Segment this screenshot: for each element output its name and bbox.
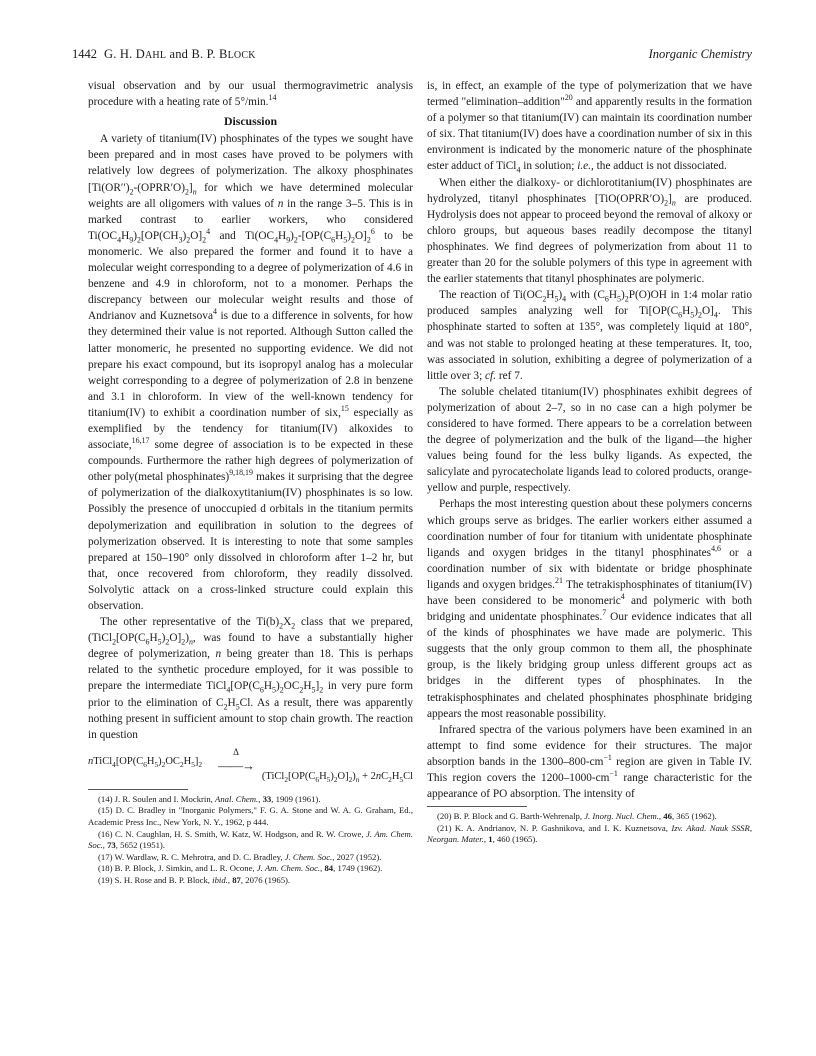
footnote: (18) B. P. Block, J. Simkin, and L. R. Ocone, J. Am. Chem. Soc., 84, 1749 (1962). — [98, 863, 383, 874]
equation-reactants: $nTiCl_4[OP(C_6H_5)_2OC_2H_5]_2$ — [88, 755, 203, 769]
equation-products: $(TiCl_2[OP(C_6H_5)_2O]_2)_n + 2nC_2H_5Cl$ — [261, 770, 413, 784]
footnote: (15) D. C. Bradley in "Inorganic Polymers," F. G. A. Stone and W. A. G. Graham, Ed., Academic Press Inc., New York, N. Y., 1962, p 444. — [88, 805, 413, 828]
reaction-paragraph: The reaction of $Ti(OC_2H_5)_4$ with $(C_6H_5)_2P(O)OH$ in 1:4 molar ratio produced samples analyzing well for $Ti[OP(C_6H_5)_2O]_4$. This phosphinate started to soften at 135°, was completely liquid at 180°, and was not stable to prolonged heating at these temperatures. It, too, was associated in solution, exhibiting a degree of polymerization of a little over 3; cf. ref 7. — [427, 289, 753, 382]
infrared-paragraph: Infrared spectra of the various polymers have been examined in an attempt to find some evidence for their structures. The major absorption bands in the $1300-800-cm^{-1}$ region are given in Table IV. This region covers the $1200-1000-cm^{-1}$ range characteristic for the appearance of PO absorption. The intensity of — [427, 723, 753, 801]
footnote: (19) S. H. Rose and B. P. Block, ibid., 87, 2076 (1965). — [98, 875, 291, 885]
equation-arrow — [218, 745, 254, 774]
bridging-paragraph: Perhaps the most interesting question about these polymers concerns which groups serve as bridges. The earlier workers either assumed a coordination number of four for titanium with unidentate phosphinate ligands and oxygen bridges in the titanyl phosphinates$^{4,6}$ or a coordination number of six with bidentate or bridge phosphinate ligands and oxygen bridges.$^{21}$ The tetrakisphosphinates of titanium(IV) have been considered to be monomeric$^4$ and polymeric with both bridging and unidentate phosphinates.$^7$ Our evidence indicates that all of the kinds of phosphinates we have made are polymeric. This suggests that the only group common to them all, the phosphinate group, is the likely bridging group unless different groups act as bridges in the different types of phosphinates. In the tetrakisphosphinates and chelated phosphinates phosphinate bridging appears the most reasonable possibility. — [427, 498, 752, 720]
footnote: (20) B. P. Block and G. Barth-Wehrenalp, J. Inorg. Nucl. Chem., 46, 365 (1962). — [437, 811, 717, 822]
reaction-arrow: ——→ — [218, 757, 254, 773]
right-column — [427, 78, 752, 846]
running-authors: G. H. DAHL and B. P. BLOCK — [104, 47, 256, 61]
chelated-paragraph: The soluble chelated titanium(IV) phosphinates exhibit degrees of polymerization of about 2–7, so in no case can a high polymer be considered to have formed. There appears to be a correlation between the degree of polymerization and the bulk of the ligand—the higher values being found for the less bulky ligands. As expected, the salicylate and pyrocatecholate ligands lead to colored products, orange-yellow and purple, respectively. — [427, 385, 752, 495]
left-column — [88, 78, 413, 887]
continued-paragraph: is, in effect, an example of the type of polymerization that we have termed "elimination–addition"$^{20}$ and apparently results in the formation of a polymer so that titanium(IV) can maintain its coordination number of six. That titanium(IV) does have a coordination number of six in this environment is indicated by the monomeric nature of the phosphinate ester adduct of TiCl$_4$ in solution; i.e., the adduct is not dissociated. — [427, 80, 752, 175]
intro-paragraph: visual observation and by our usual thermogravimetric analysis procedure with a heating rate of 5°/min.$^{14}$ — [88, 80, 413, 109]
left-footnotes — [88, 794, 413, 887]
footnote: (16) C. N. Caughlan, H. S. Smith, W. Katz, W. Hodgson, and R. W. Crowe, J. Am. Chem. Soc., 73, 5652 (1951). — [88, 828, 413, 851]
footnote-divider — [427, 806, 527, 807]
journal-title: Inorganic Chemistry — [648, 47, 752, 61]
footnote: (17) W. Wardlaw, R. C. Mehrotra, and D. C. Bradley, J. Chem. Soc., 2027 (1952). — [98, 851, 382, 862]
running-header — [72, 47, 752, 67]
hydrolysis-paragraph: When either the dialkoxy- or dichlorotitanium(IV) phosphinates are hydrolyzed, titanyl phosphinates $[TiO(OPRR'O)_2]_n$ are produced. Hydrolysis does not appear to proceed beyond the removal of alkoxy or chloro groups, but aqueous bases readily decompose the titanyl phosphinates. We find degrees of polymerization from about 11 to greater than 20 for the soluble polymers of this type in agreement with the earlier statements that titanyl phosphinates are polymeric. — [427, 176, 753, 286]
page-number: 1442 — [72, 47, 97, 61]
section-heading: Discussion — [223, 114, 278, 129]
discussion-paragraph-2: The other representative of the $Ti(b)_2X_2$ class that we prepared, $(TiCl_2[OP(C_6H_5)_2O]_2)_n$, was found to have a substantially higher degree of polymerization, n being greater than 18. This is perhaps related to the synthetic procedure employed, for it was possible to prepare the intermediate $TiCl_4[OP(C_6H_5)_2OC_2H_5]_2$ in very pure form prior to the elimination of $C_2H_5Cl$. As a result, there was apparently nothing present in sufficient amount to stop chain growth. The reaction in question — [88, 616, 413, 741]
footnote: (14) J. R. Soulen and I. Mockrin, Anal. Chem., 33, 1909 (1961). — [98, 793, 321, 804]
footnote-divider — [88, 789, 188, 790]
heat-symbol: Δ — [233, 746, 239, 757]
right-footnotes — [427, 811, 752, 846]
discussion-paragraph-1: A variety of titanium(IV) phosphinates of the types we sought have been prepared and in most cases have proved to be polymers with relatively low degrees of polymerization. The alkoxy phosphinates $[Ti(OR'')_2-(OPRR'O)_2]_n$ for which we have determined molecular weights are all oligomers with values of n in the range 3–5. This is in marked contrast to earlier workers, who considered $Ti(OC_4H_9)_2[OP(CH_3)_2O]_2^4$ and $Ti(OC_4H_9)_2-[OP(C_6H_5)_2O]_2^6$ to be monomeric. We also prepared the former and found it to have a molecular weight corresponding to a degree of polymerization of 4.6 in benzene and 4.9 in chloroform, not to a monomer. Perhaps the discrepancy between our molecular weight results and those of Andrianov and Kuznetsova$^4$ is due to a difference in solvents, for how they determined their value is not reported. Although Sutton called the latter monomeric, he presented no supporting evidence. We did not prepare his exact compound, but its isopropyl analog has a molecular weight corresponding to a degree of polymerization of 2.8 in benzene and 3.1 in chloroform. In view of the well-known tendency for titanium(IV) to exhibit a coordination number of six,$^{15}$ especially as exemplified by the tendency for titanium(IV) alkoxides to associate,$^{16,17}$ some degree of association is to be expected in these compounds. Furthermore the rather high degrees of polymerization of other poly(metal phosphinates)$^{9,18,19}$ makes it surprising that the degree of polymerization of the dialkoxytitanium(IV) phosphinates is so low. Possibly the presence of unoccupied d orbitals in the titanium permits depolymerization and equilibration in solution to the degrees of polymerization observed. It is interesting to note that some samples prepared at 150–190° only dissolved in chloroform after 1–2 hr, but that, once recovered from chloroform, they readily dissolved. Solvolytic attack on a cross-linked structure could explain this observation. — [88, 133, 414, 612]
reaction-equation — [88, 746, 413, 784]
footnote: (21) K. A. Andrianov, N. P. Gashnikova, and I. K. Kuznetsova, Izv. Akad. Nauk SSSR, Neorgan. Mater., 1, 460 (1965). — [427, 822, 752, 845]
